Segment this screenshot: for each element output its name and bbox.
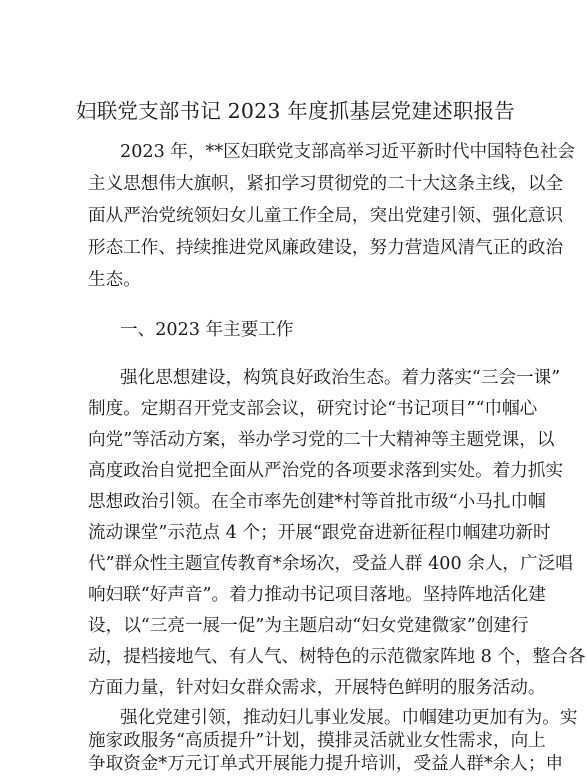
paragraph-line: 主义思想伟大旗帜，紧扣学习贯彻党的二十大这条主线，以全 <box>88 174 564 194</box>
paragraph-line: 代”群众性主题宣传教育*余场次，受益人群 400 余人，广泛唱 <box>88 554 573 574</box>
paragraph-line: 制度。定期召开党支部会议，研究讨论“书记项目”“巾帼心 <box>88 399 538 419</box>
paragraph-line: 强化党建引领，推动妇儿事业发展。巾帼建功更加有为。实 <box>120 708 578 728</box>
paragraph-line: 高度政治自觉把全面从严治党的各项要求落到实处。着力抓实 <box>88 461 564 481</box>
paragraph-line: 形态工作、持续推进党风廉政建设，努力营造风清气正的政治 <box>88 238 564 258</box>
paragraph-line: 动，提档接地气、有人气、树特色的示范微家阵地 8 个，整合各 <box>88 647 586 667</box>
paragraph-line: 生态。 <box>88 270 141 290</box>
paragraph-line: 响妇联“好声音”。着力推动书记项目落地。坚持阵地活化建 <box>88 585 546 605</box>
paragraph-line: 设，以“三亮一展一促”为主题启动“妇女党建微家”创建行 <box>88 616 529 636</box>
paragraph-line: 思想政治引领。在全市率先创建*村等首批市级“小马扎巾帼 <box>88 492 546 512</box>
paragraph-line: 争取资金*万元订单式开展能力提升培训，受益人群*余人；申 <box>88 754 564 774</box>
paragraph-line: 向党”等活动方案，举办学习党的二十大精神等主题党课，以 <box>88 430 555 450</box>
paragraph-line: 2023 年，**区妇联党支部高举习近平新时代中国特色社会 <box>120 142 576 162</box>
paragraph-line: 强化思想建设，构筑良好政治生态。着力落实“三会一课” <box>120 368 561 388</box>
document-title: 妇联党支部书记 2023 年度抓基层党建述职报告 <box>76 99 516 123</box>
paragraph-line: 面从严治党统领妇女儿童工作全局，突出党建引领、强化意识 <box>88 206 564 226</box>
paragraph-line: 流动课堂”示范点 4 个；开展“跟党奋进新征程巾帼建功新时 <box>88 523 551 543</box>
paragraph-line: 方面力量，针对妇女群众需求，开展特色鲜明的服务活动。 <box>88 678 546 698</box>
paragraph-line: 施家政服务“高质提升”计划，摸排灵活就业女性需求，向上 <box>88 731 546 751</box>
section-heading: 一、2023 年主要工作 <box>120 320 294 340</box>
